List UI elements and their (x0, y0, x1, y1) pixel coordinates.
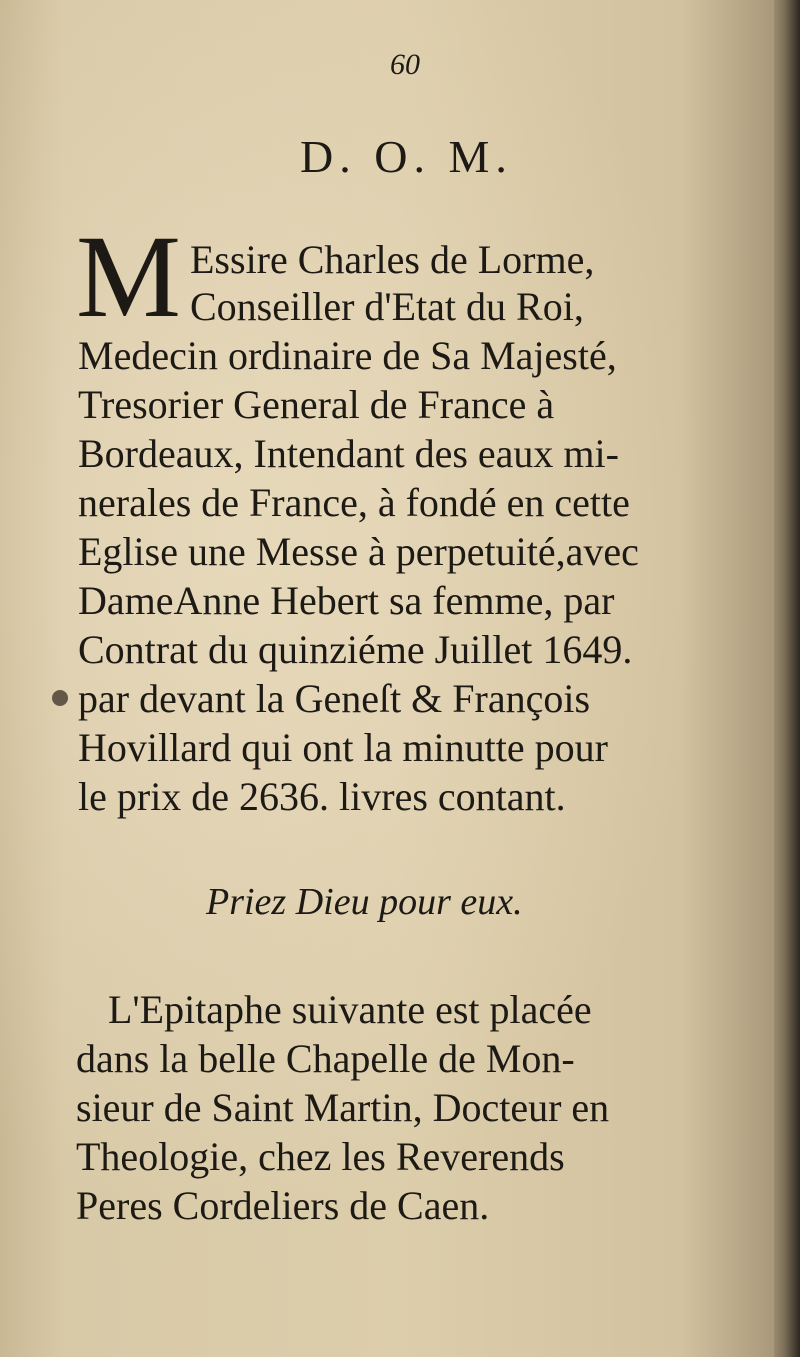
epitaph-line-4: Theologie, chez les Reverends (76, 1134, 565, 1179)
text-line-1: Essire Charles de Lorme, (190, 237, 595, 282)
text-line-7: Eglise une Messe à perpetuité,avec (78, 529, 639, 574)
text-line-8: DameAnne Hebert sa femme, par (78, 578, 615, 623)
prayer-line: Priez Dieu pour eux. (206, 881, 523, 923)
text-line-6: nerales de France, à fondé en cette (78, 480, 630, 525)
text-line-9: Contrat du quinziéme Juillet 1649. (78, 627, 633, 672)
text-line-4: Tresorier General de France à (78, 382, 555, 427)
text-line-5: Bordeaux, Intendant des eaux mi- (78, 431, 619, 476)
text-line-10: par devant la Geneſt & François (78, 676, 591, 721)
page-heading: D. O. M. (300, 131, 513, 182)
page-number: 60 (390, 48, 420, 81)
text-line-11: Hovillard qui ont la minutte pour (78, 725, 608, 770)
drop-cap: M (76, 211, 181, 342)
epitaph-line-1: L'Epitaphe suivante est placée (108, 987, 592, 1032)
page-edge-shadow (774, 0, 800, 1357)
ink-blot (52, 690, 68, 706)
epitaph-line-2: dans la belle Chapelle de Mon- (76, 1036, 575, 1081)
epitaph-line-3: sieur de Saint Martin, Docteur en (76, 1085, 610, 1130)
text-line-2: Conseiller d'Etat du Roi, (190, 284, 584, 329)
text-line-12: le prix de 2636. livres contant. (78, 774, 566, 819)
epitaph-line-5: Peres Cordeliers de Caen. (76, 1183, 490, 1228)
text-line-3: Medecin ordinaire de Sa Majesté, (78, 333, 617, 378)
